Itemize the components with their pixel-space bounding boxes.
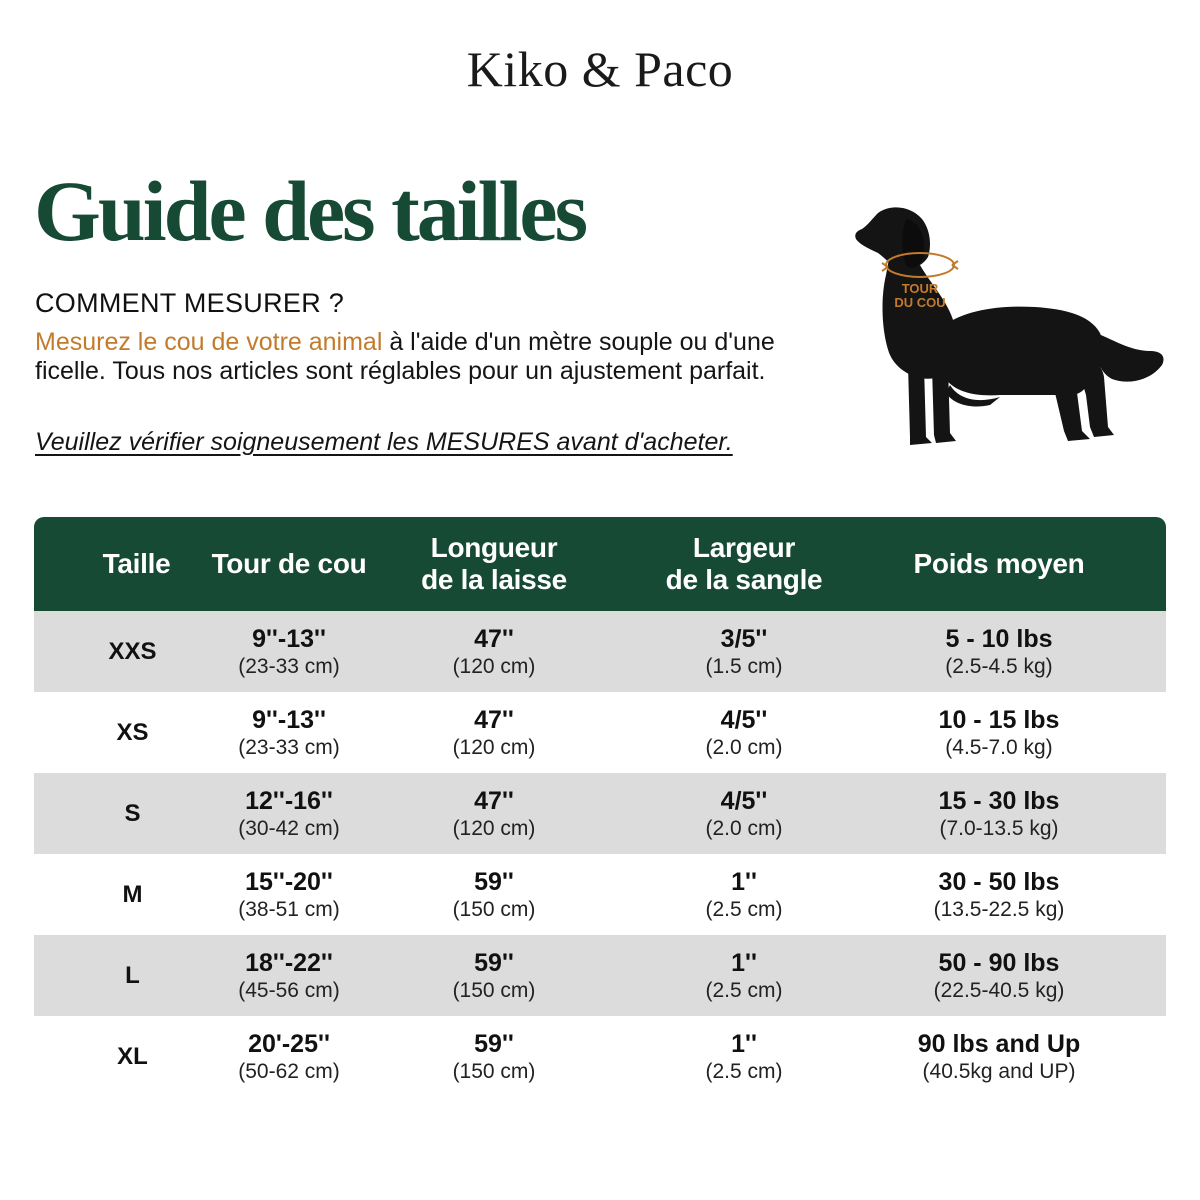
weight-cell xyxy=(884,692,1114,773)
width-cm: (2.5 cm) xyxy=(705,978,783,1002)
weight-kg: (7.0-13.5 kg) xyxy=(939,816,1059,840)
weight-cell xyxy=(884,611,1114,692)
size-value: S xyxy=(124,799,141,827)
neck-value: 9''-13'' xyxy=(252,705,326,734)
brand-logo: Kiko & Paco xyxy=(466,41,734,97)
leash-value: 59'' xyxy=(474,948,514,977)
width-cell xyxy=(649,611,839,692)
neck-cell xyxy=(194,692,384,773)
size-value: XL xyxy=(117,1042,148,1070)
table-row xyxy=(34,935,1166,1016)
header-strap-width: Largeur de la sangle xyxy=(665,532,823,595)
weight-value: 10 - 15 lbs xyxy=(938,705,1060,734)
width-cell xyxy=(649,854,839,935)
neck-cm: (45-56 cm) xyxy=(238,978,340,1002)
leash-value: 59'' xyxy=(474,1029,514,1058)
neck-value: 15''-20'' xyxy=(245,867,333,896)
weight-cell xyxy=(884,1016,1114,1097)
weight-value: 30 - 50 lbs xyxy=(938,867,1060,896)
neck-value: 18''-22'' xyxy=(245,948,333,977)
neck-cm: (38-51 cm) xyxy=(238,897,340,921)
instructions-text: à l'aide d'un mètre souple ou d'une ficelle. Tous nos articles sont réglables pour un ajustement parfait. xyxy=(35,328,775,385)
dog-silhouette-icon xyxy=(850,205,1168,455)
size-cell xyxy=(70,854,195,935)
leash-cm: (150 cm) xyxy=(452,1059,536,1083)
leash-cell xyxy=(399,692,589,773)
width-value: 1'' xyxy=(731,948,757,977)
width-cm: (2.0 cm) xyxy=(705,735,783,759)
neck-cell xyxy=(194,1016,384,1097)
size-cell xyxy=(70,773,195,854)
width-value: 4/5'' xyxy=(720,705,768,734)
width-cm: (2.5 cm) xyxy=(705,1059,783,1083)
neck-cell xyxy=(194,935,384,1016)
weight-value: 50 - 90 lbs xyxy=(938,948,1060,977)
weight-kg: (13.5-22.5 kg) xyxy=(933,897,1065,921)
size-value: L xyxy=(125,961,140,989)
weight-cell xyxy=(884,854,1114,935)
weight-kg: (2.5-4.5 kg) xyxy=(945,654,1053,678)
leash-cell xyxy=(399,611,589,692)
leash-cm: (150 cm) xyxy=(452,897,536,921)
width-cell xyxy=(649,1016,839,1097)
neck-value: 12''-16'' xyxy=(245,786,333,815)
how-to-measure-heading: COMMENT MESURER ? xyxy=(35,288,345,318)
size-value: XS xyxy=(116,718,149,746)
header-leash-length: Longueur de la laisse xyxy=(421,532,567,595)
leash-cm: (120 cm) xyxy=(452,735,536,759)
weight-value: 15 - 30 lbs xyxy=(938,786,1060,815)
instructions-highlight: Mesurez le cou de votre animal xyxy=(35,328,383,356)
leash-cm: (120 cm) xyxy=(452,816,536,840)
header-weight: Poids moyen xyxy=(913,548,1085,579)
neck-value: 20'-25'' xyxy=(248,1029,330,1058)
width-cm: (2.0 cm) xyxy=(705,816,783,840)
leash-cell xyxy=(399,854,589,935)
width-cell xyxy=(649,935,839,1016)
neck-cm: (23-33 cm) xyxy=(238,735,340,759)
measurement-warning: Veuillez vérifier soigneusement les MESURES avant d'acheter. xyxy=(35,428,733,456)
page-title: Guide des tailles xyxy=(34,163,586,259)
weight-value: 5 - 10 lbs xyxy=(945,624,1053,653)
leash-cell xyxy=(399,773,589,854)
leash-cm: (120 cm) xyxy=(452,654,536,678)
leash-value: 47'' xyxy=(474,624,514,653)
header-neck: Tour de cou xyxy=(211,548,367,579)
leash-value: 47'' xyxy=(474,786,514,815)
neck-label-line1: TOUR xyxy=(901,281,939,296)
width-cm: (1.5 cm) xyxy=(705,654,783,678)
width-cm: (2.5 cm) xyxy=(705,897,783,921)
weight-value: 90 lbs and Up xyxy=(917,1029,1081,1058)
leash-value: 59'' xyxy=(474,867,514,896)
leash-cell xyxy=(399,1016,589,1097)
width-value: 1'' xyxy=(731,1029,757,1058)
neck-cell xyxy=(194,611,384,692)
neck-cm: (50-62 cm) xyxy=(238,1059,340,1083)
weight-cell xyxy=(884,935,1114,1016)
weight-kg: (4.5-7.0 kg) xyxy=(945,735,1053,759)
size-cell xyxy=(70,611,195,692)
table-header xyxy=(34,517,1166,611)
size-table xyxy=(34,517,1166,1097)
table-row xyxy=(34,611,1166,692)
table-row xyxy=(34,692,1166,773)
weight-kg: (40.5kg and UP) xyxy=(922,1059,1076,1083)
neck-cell xyxy=(194,773,384,854)
size-cell xyxy=(70,1016,195,1097)
header-size: Taille xyxy=(102,548,171,579)
table-row xyxy=(34,773,1166,854)
width-value: 1'' xyxy=(731,867,757,896)
width-value: 3/5'' xyxy=(720,624,768,653)
measure-instructions xyxy=(35,328,795,386)
table-row xyxy=(34,1016,1166,1097)
size-cell xyxy=(70,935,195,1016)
neck-cell xyxy=(194,854,384,935)
leash-cm: (150 cm) xyxy=(452,978,536,1002)
size-cell xyxy=(70,692,195,773)
width-cell xyxy=(649,692,839,773)
neck-label-line2: DU COU xyxy=(894,295,946,310)
weight-kg: (22.5-40.5 kg) xyxy=(933,978,1065,1002)
leash-cell xyxy=(399,935,589,1016)
neck-cm: (30-42 cm) xyxy=(238,816,340,840)
width-cell xyxy=(649,773,839,854)
neck-value: 9''-13'' xyxy=(252,624,326,653)
size-value: M xyxy=(122,880,143,908)
size-value: XXS xyxy=(108,637,157,665)
width-value: 4/5'' xyxy=(720,786,768,815)
table-row xyxy=(34,854,1166,935)
neck-cm: (23-33 cm) xyxy=(238,654,340,678)
weight-cell xyxy=(884,773,1114,854)
leash-value: 47'' xyxy=(474,705,514,734)
